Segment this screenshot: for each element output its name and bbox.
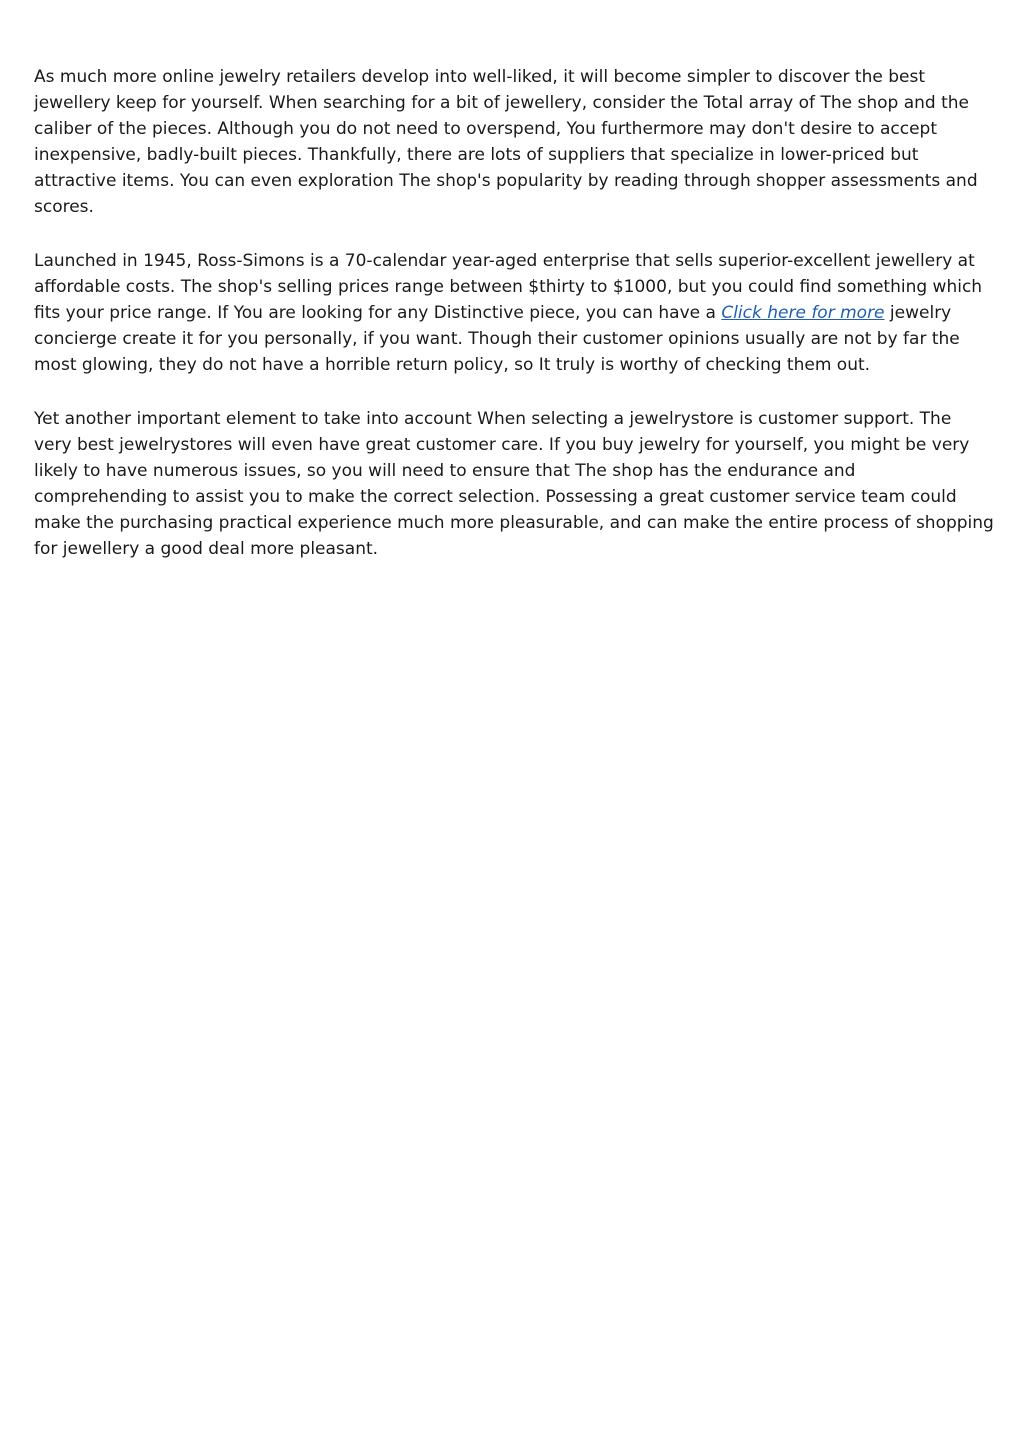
document-page bbox=[34, 64, 994, 590]
paragraph-customer-support: Yet another important element to take into account When selecting a jewelrystore is customer support. The very best jewelrystores will even have great customer care. If you buy jewelry for yourself, you might be very likely to have numerous issues, so you will need to ensure that The shop has the endurance and comprehending to assist you to make the correct selection. Possessing a great customer service team could make the purchasing practical experience much more pleasurable, and can make the entire process of shopping for jewellery a good deal more pleasant. bbox=[34, 409, 994, 559]
paragraph-ross-simons bbox=[34, 248, 994, 378]
click-here-link[interactable]: Click here for more bbox=[721, 303, 885, 323]
paragraph-text-after-link: jewelry concierge create it for you personally, if you want. Though their customer opinions usually are not by far the most glowing, they do not have a horrible return policy, so It truly is worthy of checking them out. bbox=[34, 303, 960, 375]
paragraph-intro: As much more online jewelry retailers develop into well-liked, it will become simpler to discover the best jewellery keep for yourself. When searching for a bit of jewellery, consider the Total array of The shop and the caliber of the pieces. Although you do not need to overspend, You furthermore may don't desire to accept inexpensive, badly-built pieces. Thankfully, there are lots of suppliers that specialize in lower-priced but attractive items. You can even exploration The shop's popularity by reading through shopper assessments and scores. bbox=[34, 67, 978, 217]
paragraph-text-before-link: Launched in 1945, Ross-Simons is a 70-calendar year-aged enterprise that sells superior-excellent jewellery at affordable costs. The shop's selling prices range between $thirty to $1000, but you could find something which fits your price range. If You are looking for any Distinctive piece, you can have a bbox=[34, 251, 983, 323]
